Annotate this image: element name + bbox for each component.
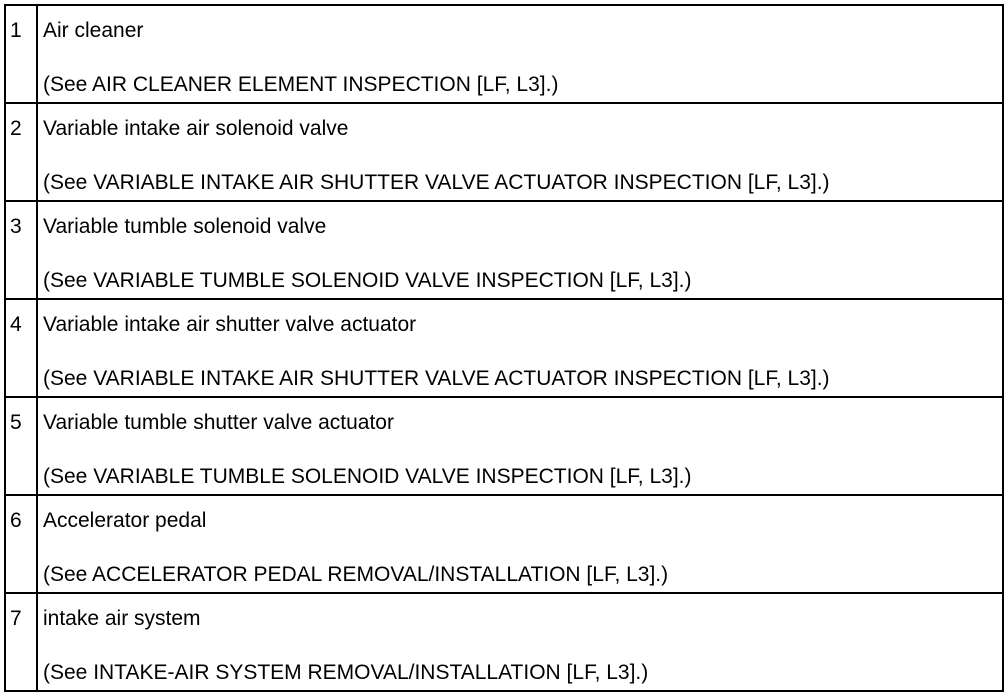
row-content bbox=[37, 103, 1003, 201]
reference-link[interactable]: (See VARIABLE INTAKE AIR SHUTTER VALVE ACTUATOR INSPECTION [LF, L3].) bbox=[43, 171, 830, 194]
row-number: 2 bbox=[5, 103, 37, 201]
reference-link[interactable]: (See VARIABLE INTAKE AIR SHUTTER VALVE ACTUATOR INSPECTION [LF, L3].) bbox=[43, 367, 830, 390]
row-content bbox=[37, 495, 1003, 593]
row-number: 7 bbox=[5, 593, 37, 691]
table-row bbox=[5, 593, 1003, 691]
component-name: Variable tumble shutter valve actuator bbox=[43, 411, 394, 434]
parts-table-container bbox=[4, 4, 1004, 690]
row-content bbox=[37, 397, 1003, 495]
table-row bbox=[5, 495, 1003, 593]
row-content bbox=[37, 5, 1003, 103]
component-name: Variable intake air shutter valve actuator bbox=[43, 313, 417, 336]
component-name: Air cleaner bbox=[43, 19, 144, 42]
row-number: 3 bbox=[5, 201, 37, 299]
row-number: 6 bbox=[5, 495, 37, 593]
reference-link[interactable]: (See INTAKE-AIR SYSTEM REMOVAL/INSTALLATION [LF, L3].) bbox=[43, 661, 649, 684]
reference-link[interactable]: (See AIR CLEANER ELEMENT INSPECTION [LF, L3].) bbox=[43, 73, 559, 96]
table-row bbox=[5, 201, 1003, 299]
component-name: Variable tumble solenoid valve bbox=[43, 215, 327, 238]
table-row bbox=[5, 397, 1003, 495]
reference-link[interactable]: (See VARIABLE TUMBLE SOLENOID VALVE INSPECTION [LF, L3].) bbox=[43, 465, 692, 488]
reference-link[interactable]: (See VARIABLE TUMBLE SOLENOID VALVE INSPECTION [LF, L3].) bbox=[43, 269, 692, 292]
component-name: Accelerator pedal bbox=[43, 509, 207, 532]
row-content bbox=[37, 593, 1003, 691]
component-name: Variable intake air solenoid valve bbox=[43, 117, 349, 140]
component-name: intake air system bbox=[43, 607, 201, 630]
reference-link[interactable]: (See ACCELERATOR PEDAL REMOVAL/INSTALLATION [LF, L3].) bbox=[43, 563, 669, 586]
row-number: 5 bbox=[5, 397, 37, 495]
table-row bbox=[5, 103, 1003, 201]
parts-table bbox=[4, 4, 1004, 692]
row-content bbox=[37, 299, 1003, 397]
row-number: 1 bbox=[5, 5, 37, 103]
row-content bbox=[37, 201, 1003, 299]
table-row bbox=[5, 5, 1003, 103]
table-row bbox=[5, 299, 1003, 397]
row-number: 4 bbox=[5, 299, 37, 397]
